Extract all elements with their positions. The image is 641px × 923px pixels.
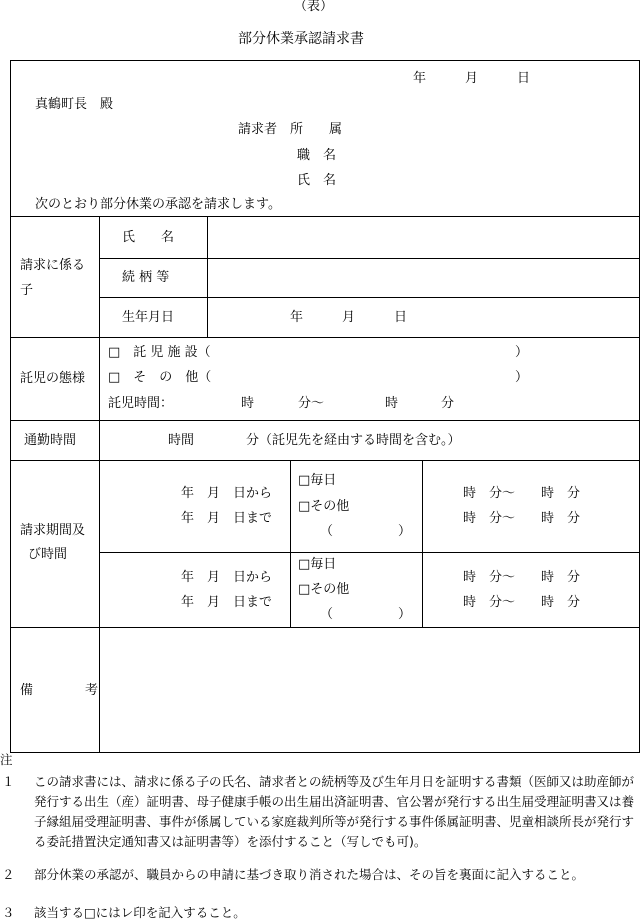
addressee: 真鶴町長 殿 xyxy=(35,97,114,112)
line-care-section-bottom xyxy=(10,420,640,421)
note-text: この請求書には、請求に係る子の氏名、請求者との続柄等及び生年月日を証明する書類（医師又は助産師が発行する出生（産）証明書、母子健康手帳の出生届出済証明書、官公署が発行する出生届受理証明書又は養子縁組届受理証明書、事件が係属している家庭裁判所等が発行する事件係属証明書、児童相談所長が発行する委託措置決定通知書又は証明書等）を添付すること（写しでも可)。 xyxy=(34,774,635,849)
child-section-label: 請求に係る xyxy=(20,258,86,273)
line-period-col-a xyxy=(290,460,291,627)
commute-value: 時間 分（託児先を経由する時間を含む。） xyxy=(168,433,461,448)
care-other-close: ） xyxy=(515,370,529,385)
care-other-option: □ そ の 他（ xyxy=(108,370,212,385)
frame-bottom xyxy=(10,752,640,753)
child-relation-label: 続 柄 等 xyxy=(122,270,170,285)
line-label-column xyxy=(99,216,100,752)
line-commute-section-bottom xyxy=(10,460,640,461)
request-sentence: 次のとおり部分休業の承認を請求します。 xyxy=(35,197,281,212)
note-number: ３ xyxy=(2,905,15,920)
period-other-paren: （ ） xyxy=(320,524,412,539)
period-other-paren: （ ） xyxy=(320,607,412,622)
line-child-section-bottom xyxy=(10,337,640,338)
child-name-label: 氏 名 xyxy=(122,230,175,245)
care-time-hour1: 時 xyxy=(241,396,255,411)
line-period-divider xyxy=(99,552,640,553)
line-child-name-bottom xyxy=(99,258,640,259)
care-time-min2: 分 xyxy=(441,396,455,411)
care-time-hour2: 時 xyxy=(385,396,399,411)
period-time-2: 時 分～ 時 分 xyxy=(463,511,581,526)
requester-affiliation-label: 請求者 所 属 xyxy=(238,122,343,137)
period-from: 年 月 日から xyxy=(181,486,273,501)
child-birthdate-value: 年 月 日 xyxy=(290,310,408,325)
line-child-subcolumn xyxy=(207,216,208,337)
notes-heading: 注 xyxy=(0,752,13,767)
care-time-label: 託児時間： xyxy=(108,396,174,411)
note-number: １ xyxy=(2,774,15,789)
period-to: 年 月 日まで xyxy=(181,511,273,526)
period-time-2: 時 分～ 時 分 xyxy=(463,595,581,610)
note-item-3 xyxy=(4,903,638,923)
period-section-label-2: び時間 xyxy=(28,547,68,562)
period-to: 年 月 日まで xyxy=(181,595,273,610)
date-field: 年 月 日 xyxy=(413,71,531,86)
care-facility-option: □ 託 児 施 設（ xyxy=(108,345,211,360)
period-time-1: 時 分～ 時 分 xyxy=(463,486,581,501)
form-title: 部分休業承認請求書 xyxy=(238,31,364,47)
child-birthdate-label: 生年月日 xyxy=(122,310,175,325)
period-other-option: □その他 xyxy=(298,499,350,514)
period-daily-option: □毎日 xyxy=(298,557,337,572)
period-other-option: □その他 xyxy=(298,582,350,597)
line-period-section-bottom xyxy=(10,627,640,628)
care-time-min1: 分～ xyxy=(298,396,325,411)
frame-top xyxy=(10,60,640,61)
note-item-1 xyxy=(4,772,638,852)
period-section-label: 請求期間及 xyxy=(20,523,86,538)
child-section-label-2: 子 xyxy=(20,283,34,298)
note-text: 部分休業の承認が、職員からの申請に基づき取り消された場合は、その旨を裏面に記入すること。 xyxy=(34,867,585,882)
care-facility-close: ） xyxy=(515,345,529,360)
requester-position-label: 職 名 xyxy=(297,148,337,163)
period-daily-option: □毎日 xyxy=(298,473,337,488)
commute-section-label: 通勤時間 xyxy=(24,433,77,448)
line-top-section-bottom xyxy=(10,216,640,217)
table-marker: （表） xyxy=(294,0,334,14)
frame-right xyxy=(639,60,640,752)
line-child-relation-bottom xyxy=(99,297,640,298)
period-time-1: 時 分～ 時 分 xyxy=(463,570,581,585)
period-from: 年 月 日から xyxy=(181,570,273,585)
note-item-2 xyxy=(4,865,638,885)
frame-left xyxy=(10,60,11,752)
care-section-label: 託児の態様 xyxy=(20,371,86,386)
requester-name-label: 氏 名 xyxy=(297,173,337,188)
remarks-label: 備 考 xyxy=(20,683,99,698)
line-period-col-b xyxy=(422,460,423,627)
note-text: 該当する□にはレ印を記入すること。 xyxy=(34,905,246,920)
note-number: ２ xyxy=(2,867,15,882)
